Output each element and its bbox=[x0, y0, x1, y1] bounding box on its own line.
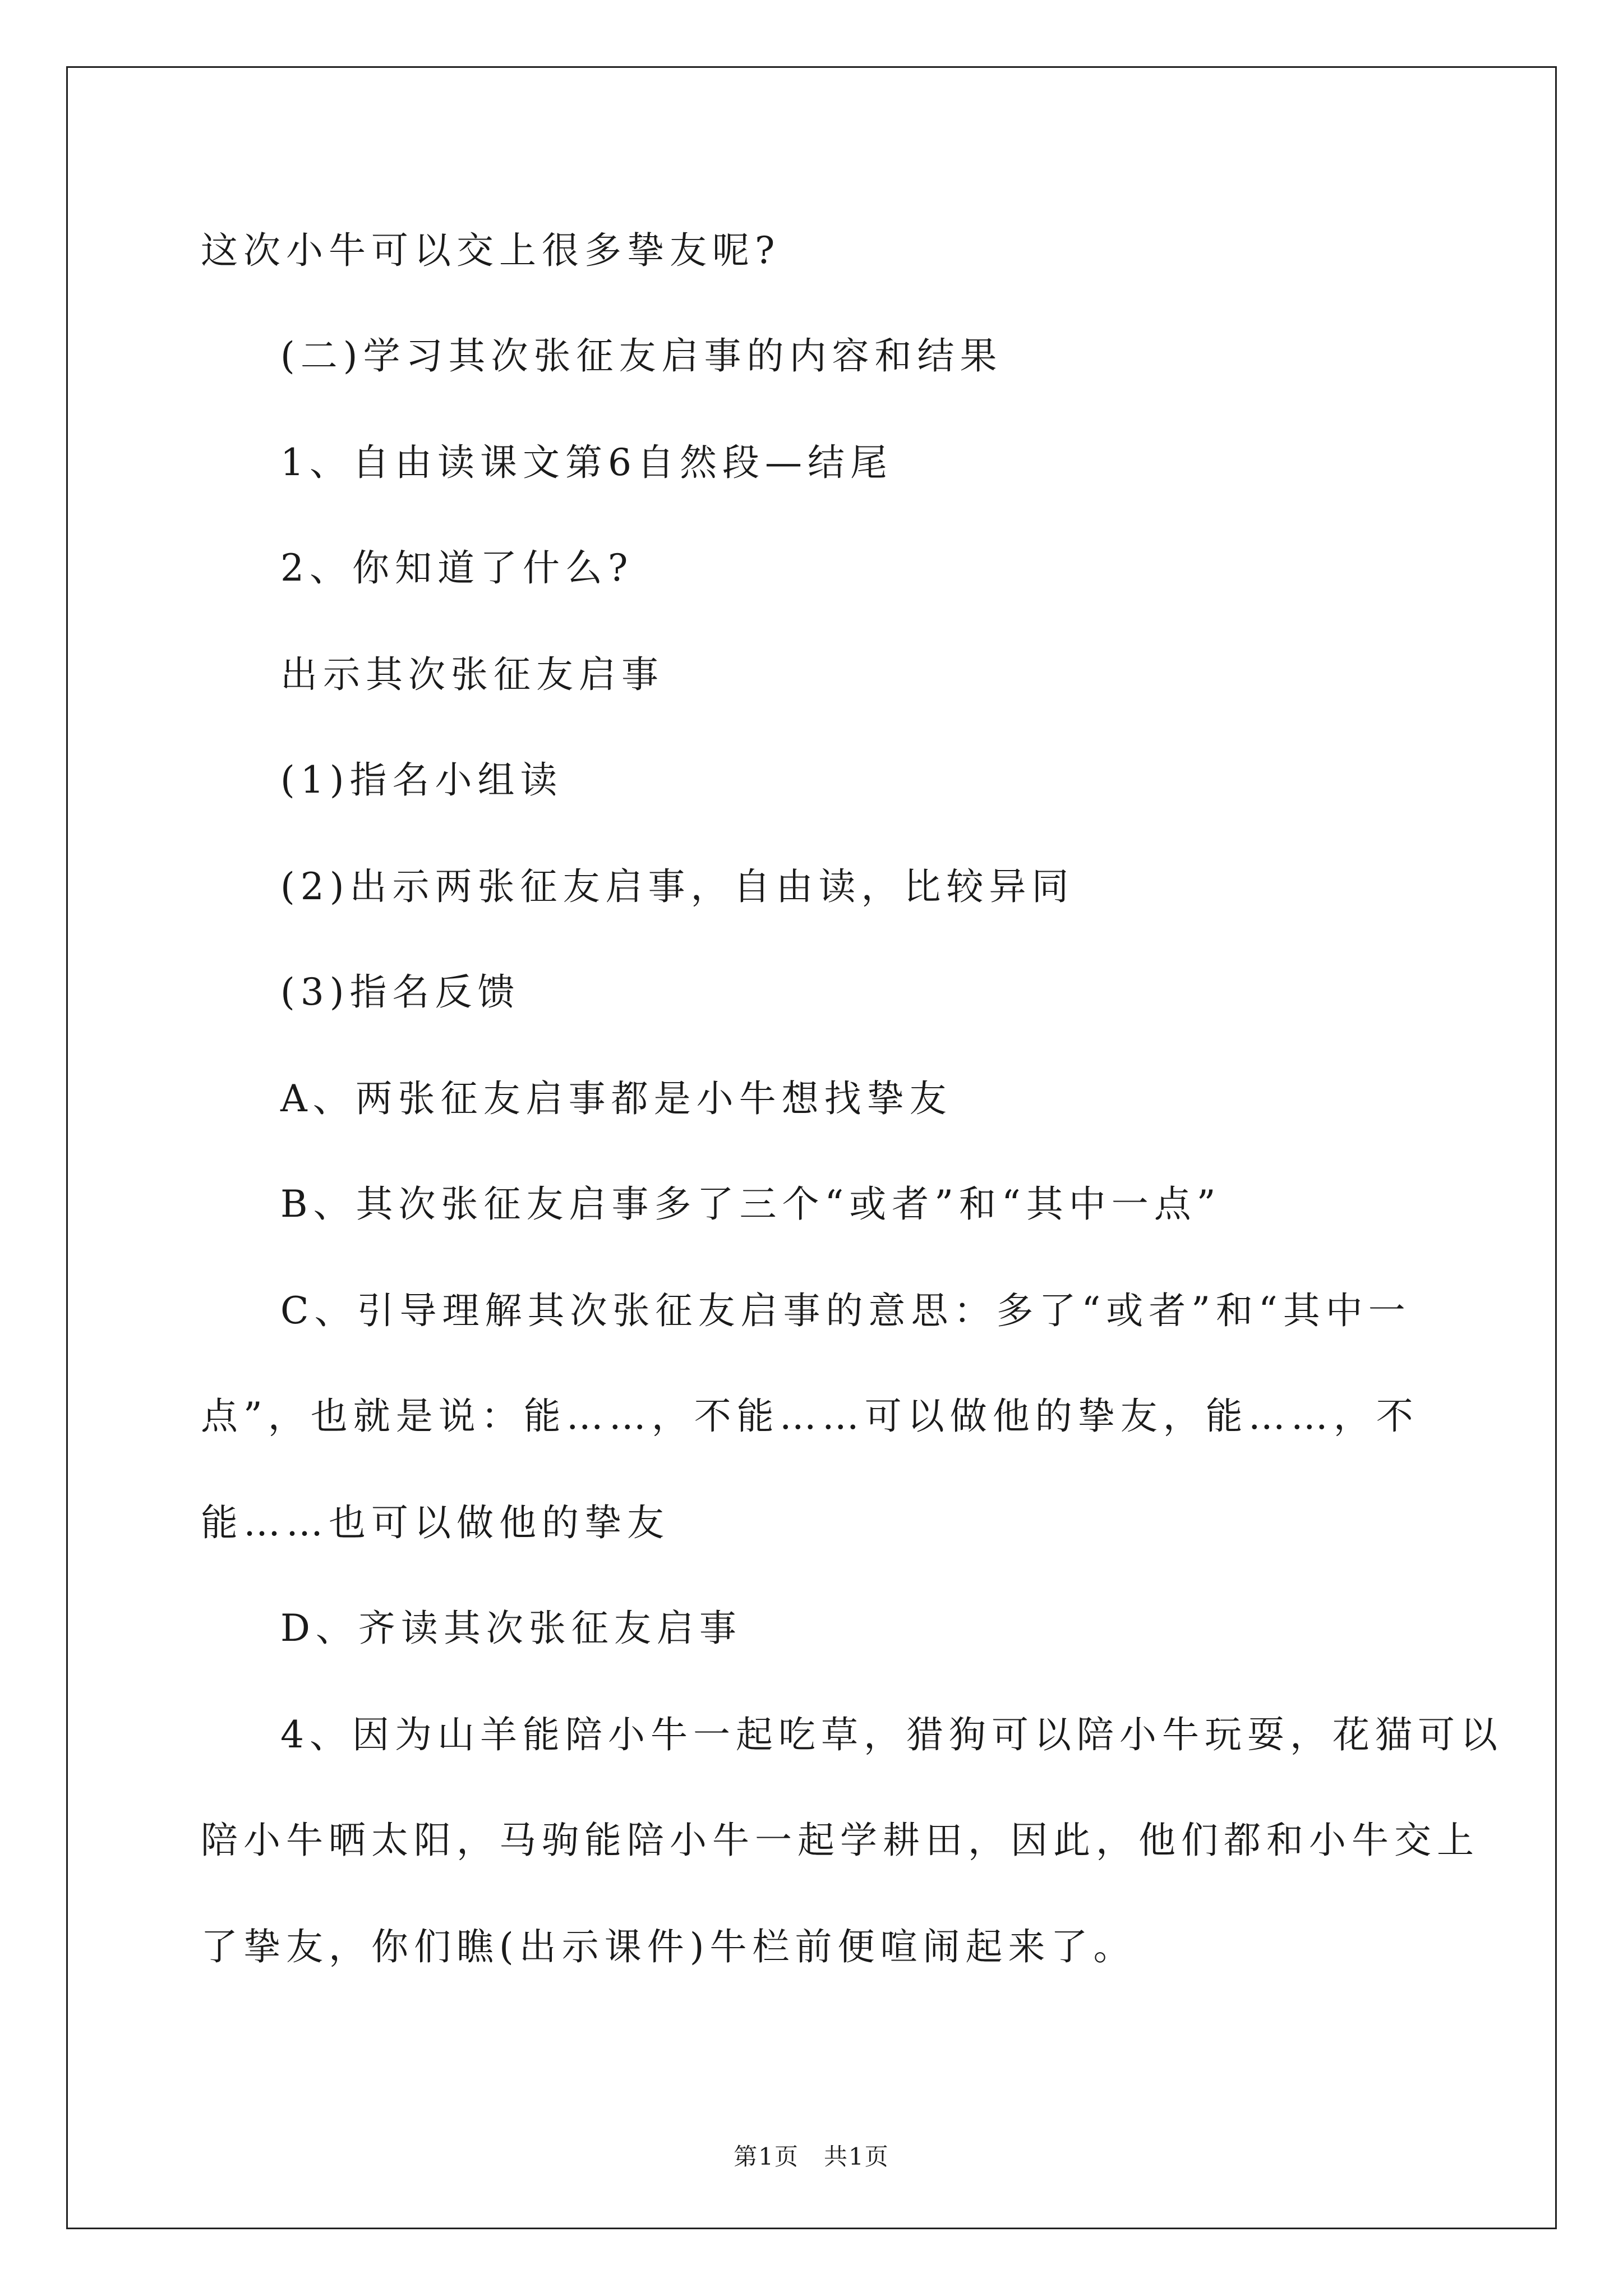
text-line-4: 2、你知道了什么? bbox=[280, 546, 634, 590]
text-line-10: B、其次张征友启事多了三个“或者”和“其中一点” bbox=[280, 1182, 1221, 1226]
text-line-14: D、齐读其次张征友启事 bbox=[280, 1607, 742, 1650]
text-line-8: (3)指名反馈 bbox=[280, 970, 520, 1014]
text-line-16: 陪小牛晒太阳，马驹能陪小牛一起学耕田，因此，他们都和小牛交上 bbox=[201, 1819, 1479, 1862]
text-line-7: (2)出示两张征友启事，自由读，比较异同 bbox=[280, 865, 1075, 908]
text-line-15: 4、因为山羊能陪小牛一起吃草，猎狗可以陪小牛玩耍，花猫可以 bbox=[280, 1713, 1503, 1756]
text-line-1: 这次小牛可以交上很多挚友呢? bbox=[201, 229, 781, 272]
section-heading: (二)学习其次张征友启事的内容和结果 bbox=[280, 334, 1003, 378]
text-line-13: 能……也可以做他的挚友 bbox=[201, 1501, 670, 1544]
text-line-9: A、两张征友启事都是小牛想找挚友 bbox=[280, 1077, 952, 1120]
page-border bbox=[66, 66, 1557, 2229]
text-line-5: 出示其次张征友启事 bbox=[280, 653, 664, 696]
text-line-11: C、引导理解其次张征友启事的意思：多了“或者”和“其中一 bbox=[280, 1289, 1411, 1332]
page-footer: 第1页 共1页 bbox=[734, 2143, 889, 2170]
text-line-3: 1、自由读课文第6自然段—结尾 bbox=[280, 441, 893, 484]
text-line-17: 了挚友，你们瞧(出示课件)牛栏前便喧闹起来了。 bbox=[201, 1925, 1136, 1968]
text-line-12: 点”，也就是说：能……，不能……可以做他的挚友，能……，不 bbox=[201, 1395, 1419, 1438]
text-line-6: (1)指名小组读 bbox=[280, 758, 563, 802]
